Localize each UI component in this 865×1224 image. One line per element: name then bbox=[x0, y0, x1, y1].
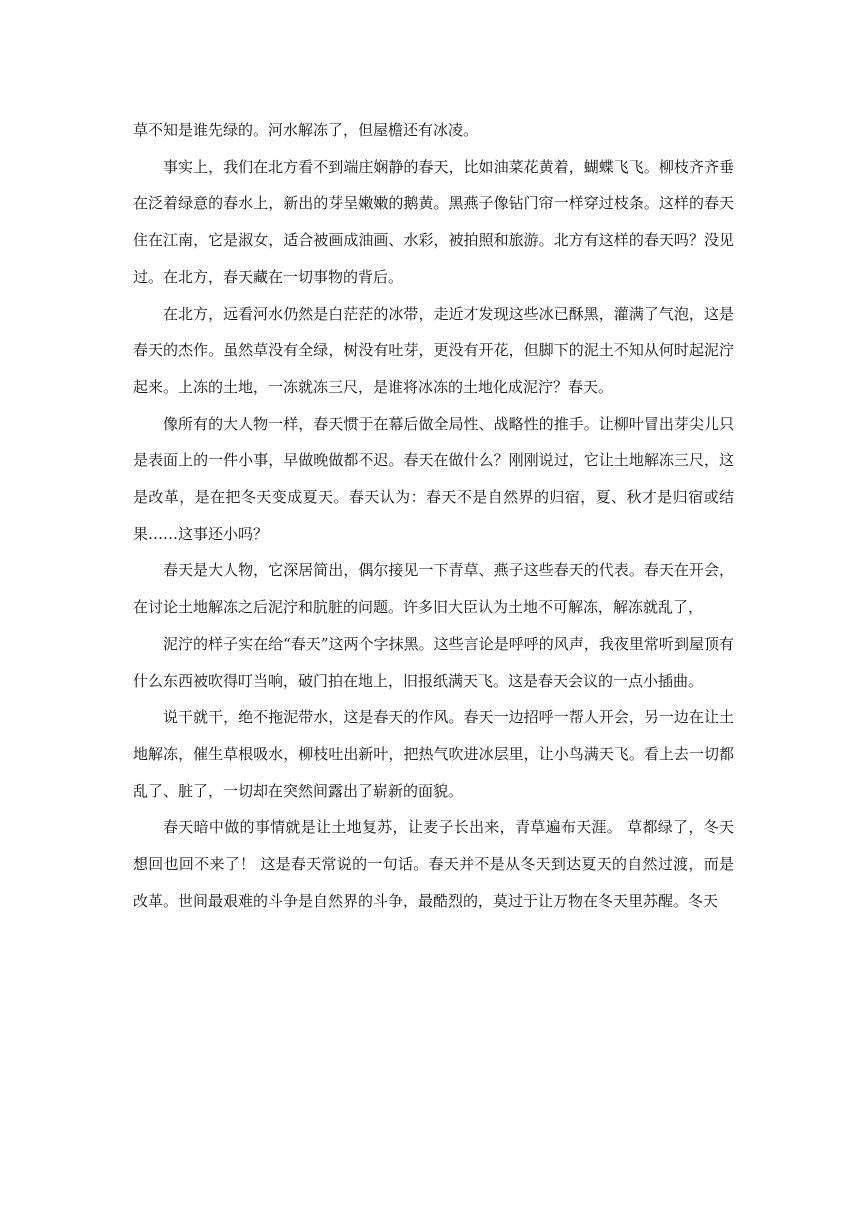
paragraph: 春天暗中做的事情就是让土地复苏，让麦子长出来，青草遍布天涯。 草都绿了，冬天想回也回不来了！ 这是春天常说的一句话。春天并不是从冬天到达夏天的自然过渡，而是改革。世间最艰难的斗争是自然界的斗争，最酷烈的，莫过于让万物在冬天里苏醒。冬天 bbox=[133, 818, 734, 910]
paragraph: 事实上，我们在北方看不到端庄娴静的春天，比如油菜花黄着，蝴蝶飞飞。柳枝齐齐垂在泛着绿意的春水上，新出的芽呈嫩嫩的鹅黄。黑燕子像钻门帘一样穿过枝条。这样的春天住在江南，它是淑女，适合被画成油画、水彩，被拍照和旅游。北方有这样的春天吗？没见过。在北方，春天藏在一切事物的背后。 bbox=[133, 157, 734, 286]
paragraph: 说干就干，绝不拖泥带水，这是春天的作风。春天一边招呼一帮人开会，另一边在让土地解冻，催生草根吸水，柳枝吐出新叶，把热气吹进冰层里，让小鸟满天飞。看上去一切都乱了、脏了，一切却在突然间露出了崭新的面貌。 bbox=[133, 708, 734, 800]
paragraph: 在北方，远看河水仍然是白茫茫的冰带，走近才发现这些冰已酥黑，灌满了气泡，这是春天的杰作。虽然草没有全绿，树没有吐芽，更没有开花，但脚下的泥土不知从何时起泥泞起来。上冻的土地，一冻就冻三尺，是谁将冰冻的土地化成泥泞？春天。 bbox=[133, 304, 734, 396]
paragraph: 像所有的大人物一样，春天惯于在幕后做全局性、战略性的推手。让柳叶冒出芽尖儿只是表面上的一件小事，早做晚做都不迟。春天在做什么？刚刚说过，它让土地解冻三尺，这是改革，是在把冬天变成夏天。春天认为：春天不是自然界的归宿，夏、秋才是归宿或结果……这事还小吗？ bbox=[133, 414, 734, 543]
paragraph: 春天是大人物，它深居简出，偶尔接见一下青草、燕子这些春天的代表。春天在开会，在讨论土地解冻之后泥泞和肮脏的问题。许多旧大臣认为土地不可解冻，解冻就乱了， bbox=[133, 561, 734, 617]
article-body bbox=[133, 112, 734, 919]
paragraph-continuation: 草不知是谁先绿的。河水解冻了，但屋檐还有冰凌。 bbox=[133, 121, 479, 139]
paragraph: 泥泞的样子实在给“春天”这两个字抹黑。这些言论是呼呼的风声，我夜里常听到屋顶有什么东西被吹得叮当响，破门拍在地上，旧报纸满天飞。这是春天会议的一点小插曲。 bbox=[133, 634, 734, 690]
